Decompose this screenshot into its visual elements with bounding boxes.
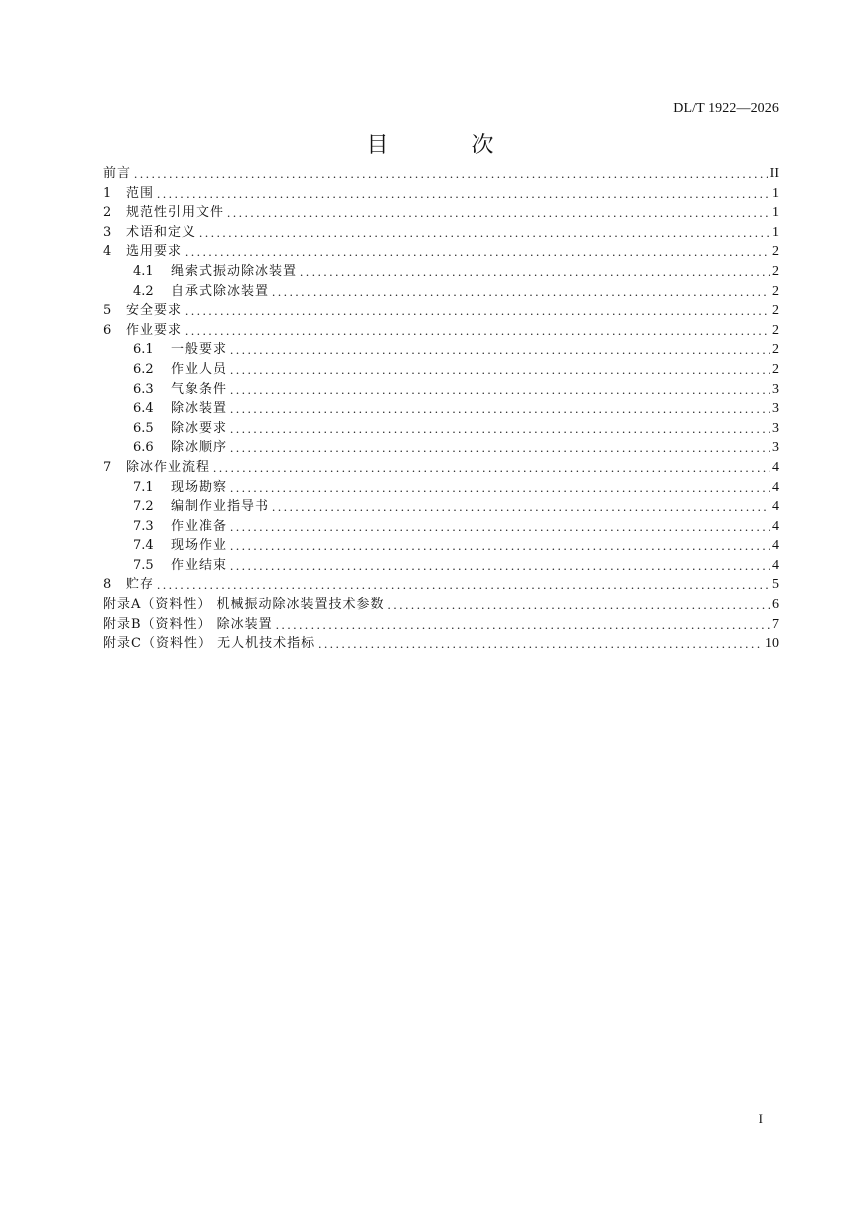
toc-entry-number: 7.5 [133, 557, 154, 573]
toc-dot-leader [230, 340, 770, 360]
toc-entry[interactable] [103, 164, 779, 184]
toc-entry-number: 6.1 [133, 342, 154, 358]
toc-entry-page: 4 [772, 538, 779, 554]
toc-entry-number: 5 [103, 303, 112, 319]
toc-dot-leader [199, 223, 770, 243]
toc-entry[interactable] [103, 575, 779, 595]
toc-dot-leader [300, 262, 770, 282]
toc-dot-leader [230, 438, 770, 458]
toc-entry-label: 安全要求 [126, 303, 183, 319]
toc-entry[interactable] [103, 399, 779, 419]
toc-entry-number: 6 [103, 322, 112, 338]
toc-entry[interactable] [103, 360, 779, 380]
toc-entry-page: 2 [772, 303, 779, 319]
toc-dot-leader [185, 321, 770, 341]
toc-entry-label: 术语和定义 [126, 224, 197, 240]
toc-entry-label: 附录C（资料性） 无人机技术指标 [103, 636, 316, 652]
toc-entry-number: 4 [103, 244, 112, 260]
toc-dot-leader [230, 419, 770, 439]
toc-entry-label: 除冰顺序 [171, 440, 228, 456]
toc-dot-leader [230, 399, 770, 419]
toc-entry-page: 2 [772, 342, 779, 358]
toc-entry-label: 绳索式振动除冰装置 [171, 263, 298, 279]
toc-entry[interactable] [103, 438, 779, 458]
toc-entry[interactable] [103, 262, 779, 282]
toc-entry-label: 除冰装置 [171, 401, 228, 417]
toc-entry-page: 4 [772, 557, 779, 573]
toc-entry[interactable] [103, 497, 779, 517]
toc-entry[interactable] [103, 301, 779, 321]
toc-entry-number: 4.1 [133, 263, 154, 279]
toc-dot-leader [227, 203, 770, 223]
toc-entry-number: 7 [103, 459, 112, 475]
toc-entry-label: 贮存 [126, 577, 155, 593]
toc-dot-leader [213, 458, 770, 478]
toc-entry-label: 作业人员 [171, 361, 228, 377]
toc-dot-leader [272, 282, 770, 302]
toc-entry-number: 3 [103, 224, 112, 240]
toc-entry-page: 2 [772, 361, 779, 377]
toc-entry-page: 1 [772, 185, 779, 201]
toc-dot-leader [276, 615, 770, 635]
toc-dot-leader [388, 595, 770, 615]
toc-entry-page: 2 [772, 263, 779, 279]
toc-entry-page: 7 [772, 616, 779, 632]
toc-dot-leader [230, 517, 770, 537]
toc-dot-leader [157, 575, 770, 595]
toc-entry-page: 1 [772, 205, 779, 221]
toc-entry-label: 作业准备 [171, 518, 228, 534]
toc-dot-leader [318, 634, 763, 654]
page-title: 目 次 [366, 133, 532, 158]
document-code: DL/T 1922—2026 [673, 101, 779, 116]
toc-entry-number: 7.1 [133, 479, 154, 495]
toc-entry-label: 现场作业 [171, 538, 228, 554]
toc-dot-leader [230, 380, 770, 400]
toc-entry[interactable] [103, 321, 779, 341]
toc-entry-page: 3 [772, 401, 779, 417]
toc-entry-label: 范围 [126, 185, 155, 201]
toc-entry-label: 编制作业指导书 [171, 499, 270, 515]
toc-entry-label: 作业要求 [126, 322, 183, 338]
toc-entry-number: 6.2 [133, 361, 154, 377]
toc-entry[interactable] [103, 282, 779, 302]
toc-entry-label: 规范性引用文件 [126, 205, 225, 221]
toc-dot-leader [272, 497, 770, 517]
toc-entry[interactable] [103, 615, 779, 635]
toc-dot-leader [157, 184, 770, 204]
page-number: I [758, 1111, 763, 1126]
toc-entry-number: 4.2 [133, 283, 154, 299]
toc-entry[interactable] [103, 340, 779, 360]
toc-entry-page: 3 [772, 381, 779, 397]
toc-dot-leader [185, 301, 770, 321]
toc-entry-number: 1 [103, 185, 112, 201]
toc-dot-leader [185, 242, 770, 262]
toc-dot-leader [230, 556, 770, 576]
table-of-contents [103, 164, 779, 654]
toc-entry[interactable] [103, 223, 779, 243]
toc-entry[interactable] [103, 556, 779, 576]
toc-entry-number: 7.3 [133, 518, 154, 534]
toc-entry-page: 4 [772, 518, 779, 534]
toc-entry-page: 4 [772, 459, 779, 475]
toc-entry-page: 1 [772, 224, 779, 240]
toc-entry-page: 6 [772, 597, 779, 613]
toc-entry-number: 7.2 [133, 499, 154, 515]
toc-entry-page: 2 [772, 244, 779, 260]
toc-entry-number: 6.4 [133, 401, 154, 417]
toc-entry-label: 除冰作业流程 [126, 459, 211, 475]
toc-entry[interactable] [103, 536, 779, 556]
toc-entry-page: 4 [772, 479, 779, 495]
toc-entry-number: 6.6 [133, 440, 154, 456]
toc-entry-label: 作业结束 [171, 557, 228, 573]
toc-entry[interactable] [103, 634, 779, 654]
toc-entry-page: 10 [765, 636, 779, 652]
toc-entry[interactable] [103, 419, 779, 439]
toc-entry-number: 2 [103, 205, 112, 221]
toc-entry[interactable] [103, 517, 779, 537]
toc-entry-label: 现场勘察 [171, 479, 228, 495]
toc-entry-page: II [769, 166, 779, 181]
toc-entry[interactable] [103, 242, 779, 262]
toc-dot-leader [230, 360, 770, 380]
toc-entry[interactable] [103, 203, 779, 223]
toc-entry[interactable] [103, 184, 779, 204]
toc-entry[interactable] [103, 458, 779, 478]
toc-entry-label: 除冰要求 [171, 420, 228, 436]
toc-entry[interactable] [103, 478, 779, 498]
toc-entry-page: 2 [772, 283, 779, 299]
toc-entry-page: 4 [772, 499, 779, 515]
toc-entry-page: 2 [772, 322, 779, 338]
toc-entry-page: 5 [772, 577, 779, 593]
toc-entry-label: 气象条件 [171, 381, 228, 397]
toc-entry-number: 6.5 [133, 420, 154, 436]
toc-entry-label: 选用要求 [126, 244, 183, 260]
toc-dot-leader [134, 164, 768, 184]
toc-entry-label: 一般要求 [171, 342, 228, 358]
toc-entry[interactable] [103, 595, 779, 615]
toc-entry-label: 前言 [103, 166, 132, 181]
toc-entry-label: 附录A（资料性） 机械振动除冰装置技术参数 [103, 597, 385, 613]
toc-entry-page: 3 [772, 440, 779, 456]
toc-entry-label: 自承式除冰装置 [171, 283, 270, 299]
toc-entry-number: 7.4 [133, 538, 154, 554]
toc-entry[interactable] [103, 380, 779, 400]
toc-entry-page: 3 [772, 420, 779, 436]
toc-entry-number: 8 [103, 577, 112, 593]
toc-entry-label: 附录B（资料性） 除冰装置 [103, 616, 273, 632]
toc-dot-leader [230, 536, 770, 556]
toc-entry-number: 6.3 [133, 381, 154, 397]
toc-dot-leader [230, 478, 770, 498]
